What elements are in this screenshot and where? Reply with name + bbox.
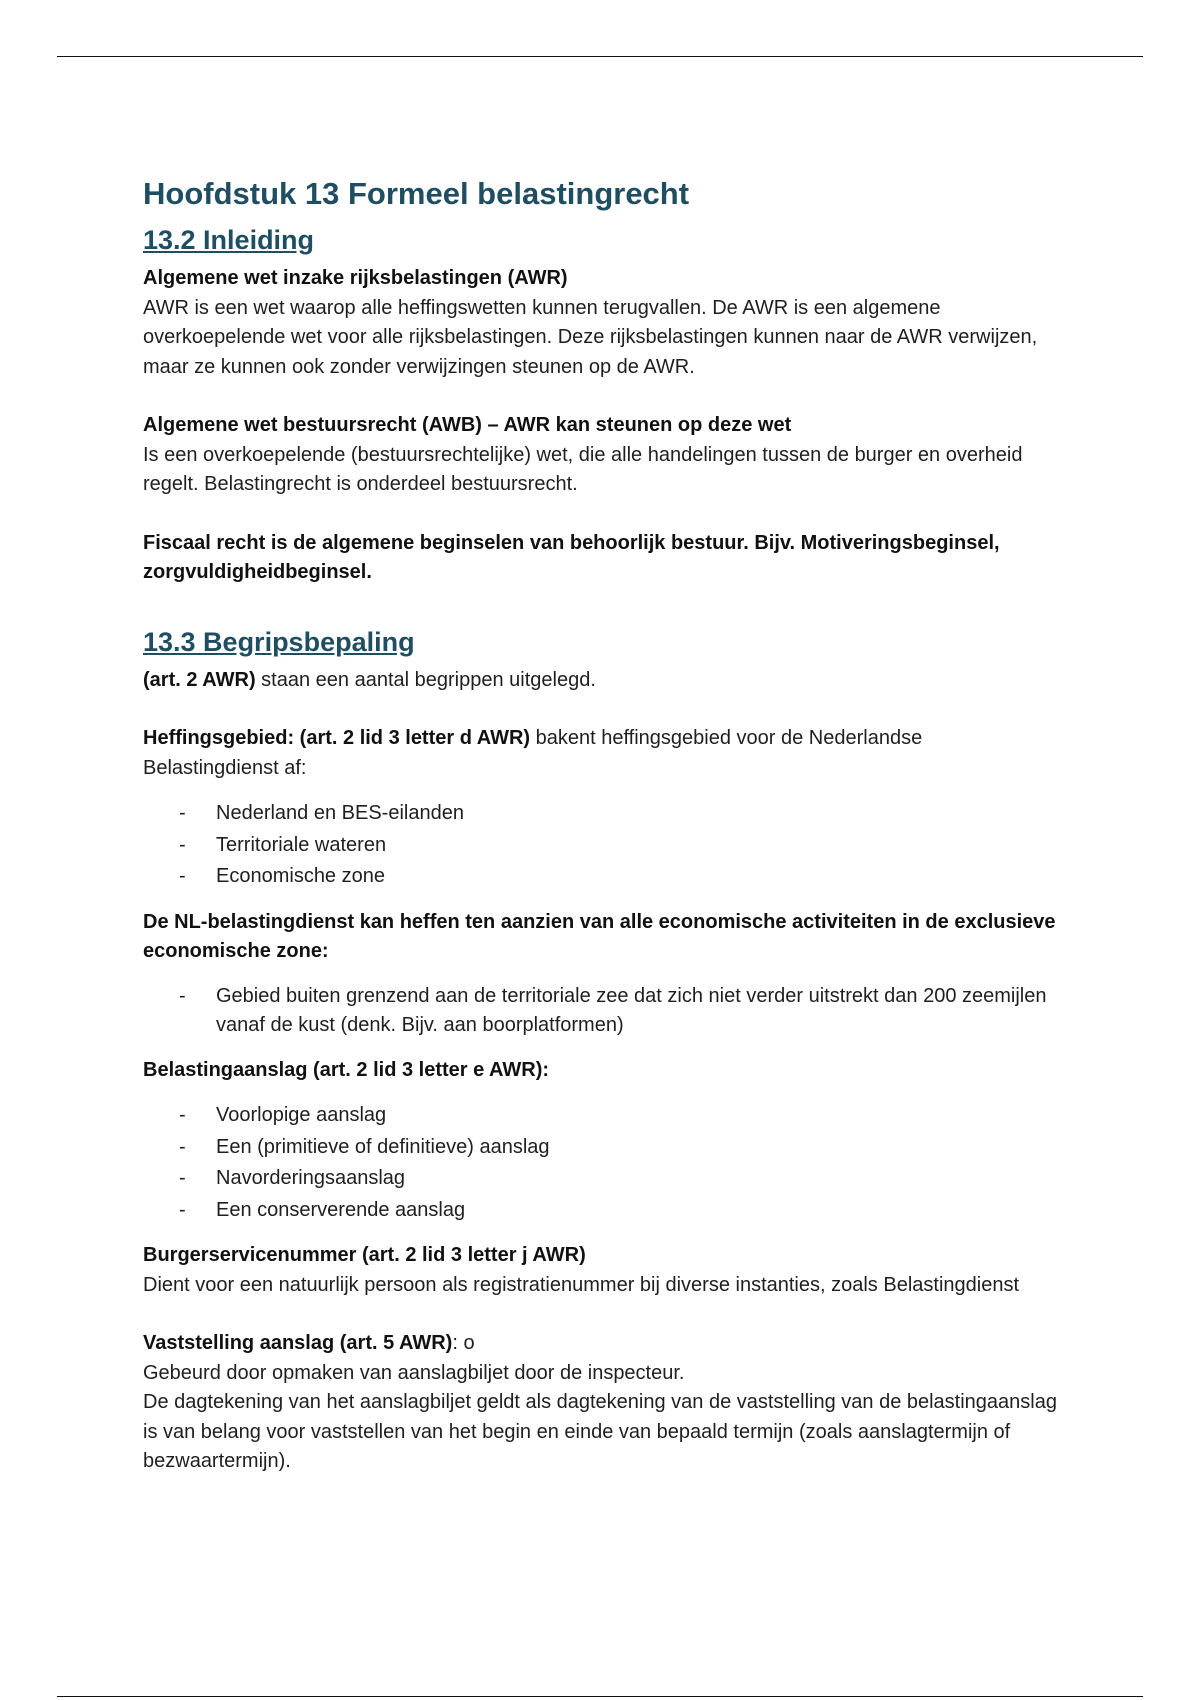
section-heading-inleiding: 13.2 Inleiding — [143, 225, 315, 255]
begrip-intro-ref: (art. 2 AWR) — [143, 668, 256, 691]
vaststelling-suffix: : o — [452, 1332, 475, 1354]
vaststelling-line-2: De dagtekening van het aanslagbiljet geldt als dagtekening van de vaststelling van de belastingaanslag is van belang voor vaststellen van het begin en einde van bepaald termijn (zoals aanslagtermijn of bezwaartermijn). — [143, 1391, 1057, 1472]
list-item: - Navorderingsaanslag — [143, 1163, 1063, 1195]
list-item: - Een (primitieve of definitieve) aanslag — [143, 1132, 1063, 1164]
footer-rule — [57, 1696, 1143, 1697]
nl-belastingdienst-paragraph: De NL-belastingdienst kan heffen ten aanzien van alle economische activiteiten in de exclusieve economische zone: — [143, 910, 1056, 962]
vaststelling-heading — [143, 1329, 1063, 1359]
begrip-intro — [143, 666, 1063, 696]
vaststelling-line-1: Gebeurd door opmaken van aanslagbiljet door de inspecteur. — [143, 1361, 685, 1384]
list-item: - Territoriale wateren — [143, 830, 1063, 862]
fiscaal-paragraph: Fiscaal recht is de algemene beginselen van behoorlijk bestuur. Bijv. Motiveringsbeginsel, zorgvuldigheidbeginsel. — [143, 531, 1000, 583]
bsn-heading: Burgerservicenummer (art. 2 lid 3 letter j AWR) — [143, 1244, 586, 1266]
awr-heading: Algemene wet inzake rijksbelastingen (AWR) — [143, 267, 568, 289]
heffingsgebied-term: Heffingsgebied: (art. 2 lid 3 letter d AWR) — [143, 727, 531, 749]
chapter-title: Hoofdstuk 13 Formeel belastingrecht — [143, 176, 690, 211]
heffingsgebied-text: bakent heffingsgebied voor de Nederlandse Belastingdienst af: — [143, 727, 923, 779]
list-item: - Een conserverende aanslag — [143, 1195, 1063, 1227]
economische-zone-list — [143, 982, 1063, 1041]
awr-paragraph: AWR is een wet waarop alle heffingswetten kunnen terugvallen. De AWR is een algemene overkoepelende wet voor alle rijksbelastingen. Deze rijksbelastingen kunnen naar de AWR verwijzen, maar ze kunnen ook zonder verwijzingen steunen op de AWR. — [143, 296, 1038, 378]
bsn-paragraph: Dient voor een natuurlijk persoon als registratienummer bij diverse instanties, zoals Belastingdienst — [143, 1273, 1019, 1296]
heffingsgebied-list — [143, 798, 1063, 893]
awb-paragraph: Is een overkoepelende (bestuursrechtelijke) wet, die alle handelingen tussen de burger en overheid regelt. Belastingrecht is onderdeel bestuursrecht. — [143, 443, 1023, 495]
document-page — [143, 174, 1063, 1477]
list-item: - Nederland en BES-eilanden — [143, 798, 1063, 830]
section-heading-begripsbepaling: 13.3 Begripsbepaling — [143, 626, 415, 657]
awb-heading: Algemene wet bestuursrecht (AWB) – AWR kan steunen op deze wet — [143, 414, 792, 436]
header-rule — [57, 56, 1143, 57]
heffingsgebied-paragraph — [143, 724, 1063, 783]
vaststelling-term: Vaststelling aanslag (art. 5 AWR) — [143, 1332, 453, 1354]
list-item: - Gebied buiten grenzend aan de territoriale zee dat zich niet verder uitstrekt dan 200 zeemijlen vanaf de kust (denk. Bijv. aan boorplatformen) — [143, 982, 1063, 1041]
belastingaanslag-heading: Belastingaanslag (art. 2 lid 3 letter e AWR): — [143, 1058, 550, 1081]
belastingaanslag-list — [143, 1100, 1063, 1226]
begrip-intro-text: staan een aantal begrippen uitgelegd. — [255, 668, 596, 691]
list-item: - Voorlopige aanslag — [143, 1100, 1063, 1132]
list-item: - Economische zone — [143, 861, 1063, 893]
